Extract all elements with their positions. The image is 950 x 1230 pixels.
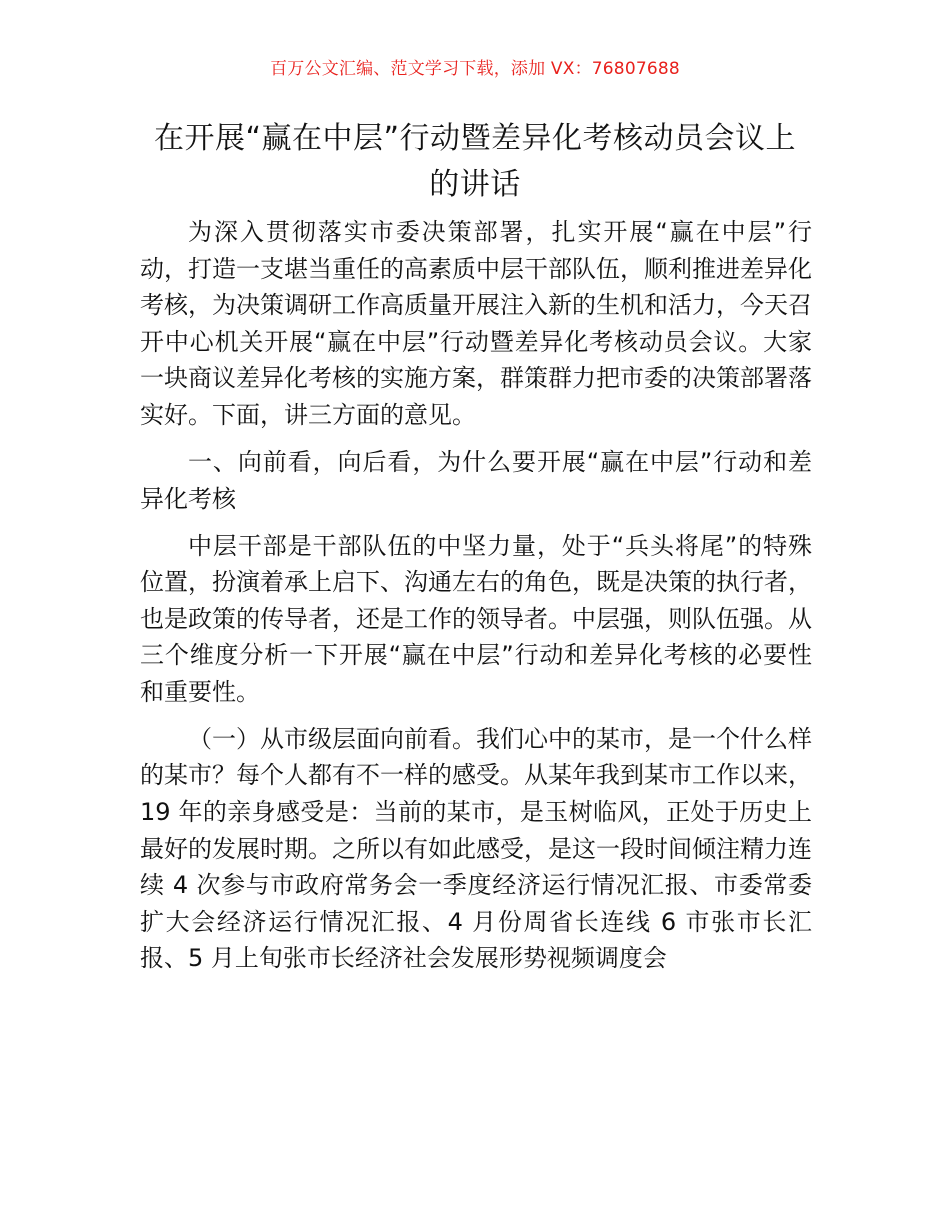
document-title: 在开展“赢在中层”行动暨差异化考核动员会议上的讲话	[153, 121, 797, 202]
document-body	[140, 214, 812, 987]
paragraph-middle-cadres: 中层干部是干部队伍的中坚力量，处于“兵头将尾”的特殊位置，扮演着承上启下、沟通左右的角色，既是决策的执行者，也是政策的传导者，还是工作的领导者。中层强，则队伍强。从三个维度分析一下开展“赢在中层”行动和差异化考核的必要性和重要性。	[140, 531, 812, 706]
header-ad-note: 百万公文汇编、范文学习下载，添加 VX：76807688	[270, 59, 680, 79]
paragraph-intro: 为深入贯彻落实市委决策部署，扎实开展“赢在中层”行动，打造一支堪当重任的高素质中层干部队伍，顺利推进差异化考核，为决策调研工作高质量开展注入新的生机和活力，今天召开中心机关开展“赢在中层”行动暨差异化考核动员会议。大家一块商议差异化考核的实施方案，群策群力把市委的决策部署落实好。下面，讲三方面的意见。	[140, 218, 812, 429]
paragraph-city-level: （一）从市级层面向前看。我们心中的某市，是一个什么样的某市？每个人都有不一样的感受。从某年我到某市工作以来，19 年的亲身感受是：当前的某市，是玉树临风，正处于历史上最好的发展时期。之所以有如此感受，是这一段时间倾注精力连续 4 次参与市政府常务会一季度经济运行情况汇报、市委常委扩大会经济运行情况汇报、4 月份周省长连线 6 市张市长汇报、5 月上旬张市长经济社会发展形势视频调度会	[140, 724, 812, 973]
section-heading-1: 一、向前看，向后看，为什么要开展“赢在中层”行动和差异化考核	[140, 447, 812, 513]
